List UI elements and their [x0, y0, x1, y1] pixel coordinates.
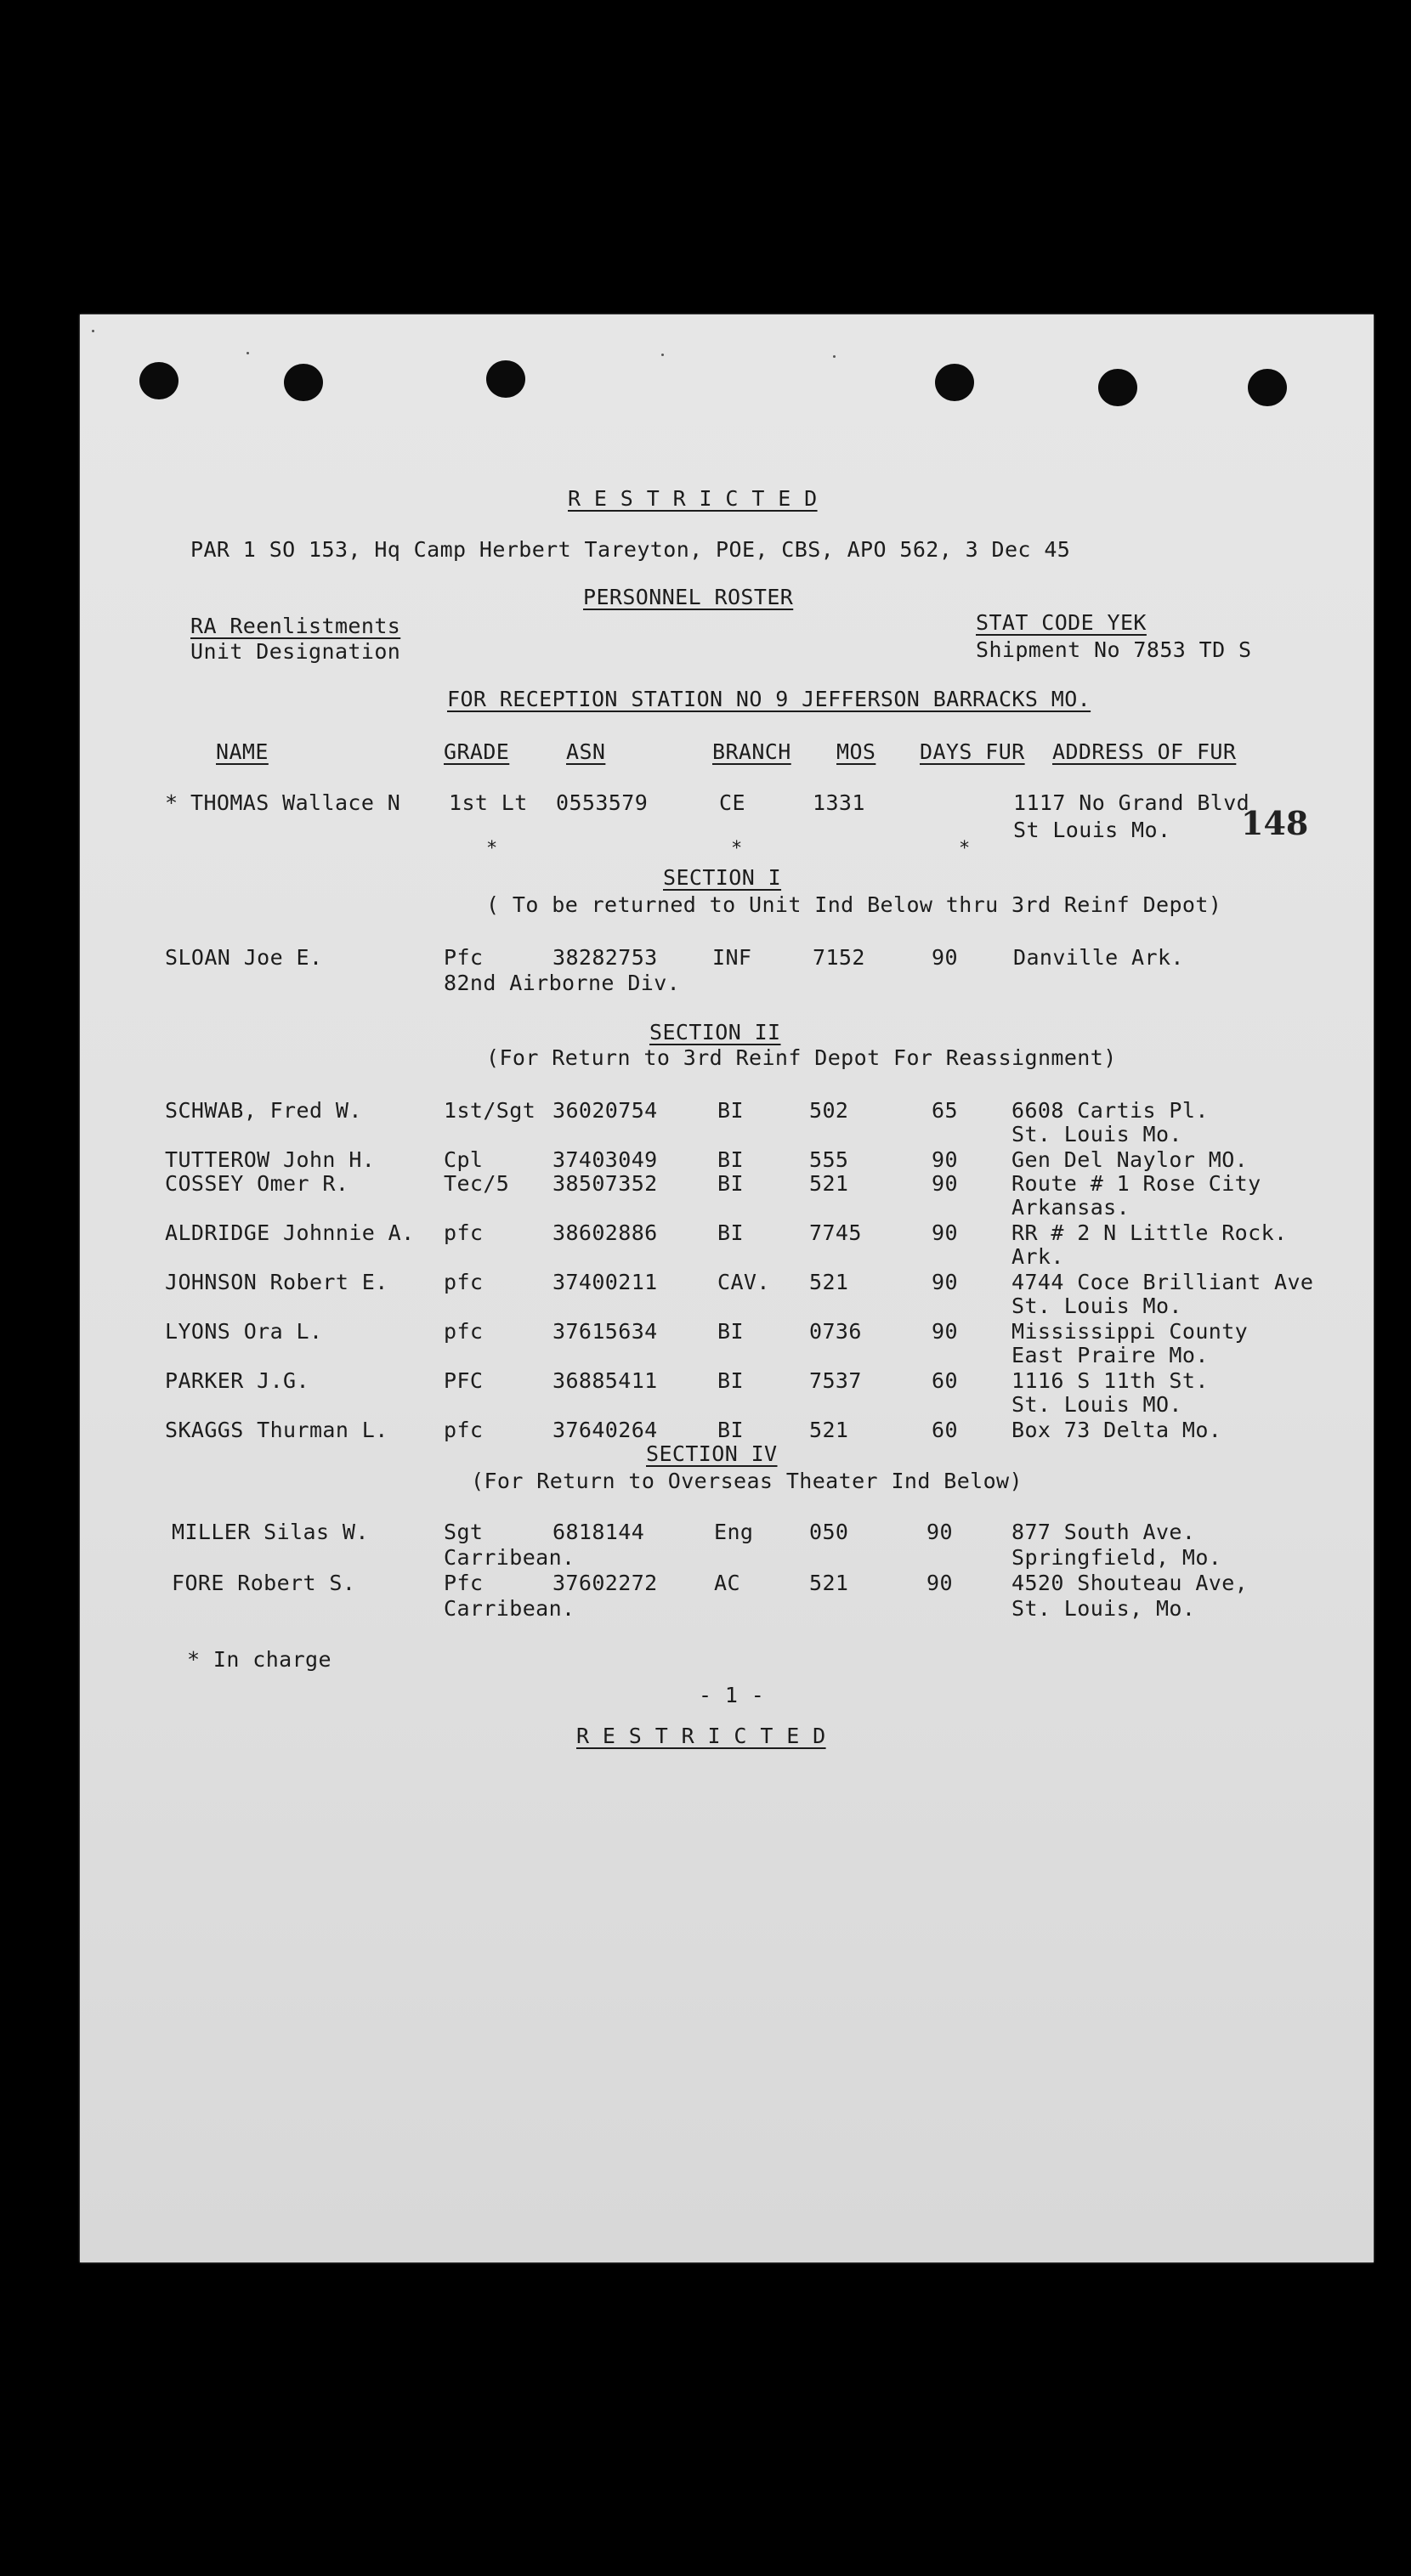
row-unit: 82nd Airborne Div.	[444, 971, 681, 995]
row-asn: 38282753	[552, 945, 658, 970]
row-mos: 502	[809, 1098, 849, 1123]
row-days: 65	[932, 1098, 958, 1123]
row-asn: 37400211	[552, 1270, 658, 1294]
stat-code: STAT CODE YEK	[976, 610, 1147, 635]
row-address-1: 6608 Cartis Pl.	[1012, 1098, 1209, 1123]
row-asn: 36885411	[552, 1368, 658, 1393]
restricted-footer: R E S T R I C T E D	[576, 1724, 826, 1748]
row-address-1: Box 73 Delta Mo.	[1012, 1418, 1222, 1442]
row-branch: CAV.	[717, 1270, 770, 1294]
row-address-1: 877 South Ave.	[1012, 1520, 1196, 1544]
asterisk-mark: *	[959, 838, 971, 859]
section-4-subtitle: (For Return to Overseas Theater Ind Below)	[471, 1469, 1023, 1493]
row-grade: Tec/5	[444, 1171, 510, 1196]
row-unit: Carribean.	[444, 1596, 575, 1621]
row-address-1: 4744 Coce Brilliant Ave	[1012, 1270, 1314, 1294]
row-address-2: St. Louis Mo.	[1012, 1122, 1182, 1146]
row-mos: 521	[809, 1270, 849, 1294]
section-2-subtitle: (For Return to 3rd Reinf Depot For Reassignment)	[486, 1045, 1117, 1070]
row-address-2: St. Louis Mo.	[1012, 1294, 1182, 1318]
row-grade: Pfc	[444, 945, 484, 970]
row-grade: 1st/Sgt	[444, 1098, 536, 1123]
section-2-title: SECTION II	[649, 1020, 781, 1045]
row-mos: 555	[809, 1147, 849, 1172]
restricted-heading: R E S T R I C T E D	[568, 486, 818, 511]
row-mos: 0736	[809, 1319, 862, 1344]
orders-line: PAR 1 SO 153, Hq Camp Herbert Tareyton, POE, CBS, APO 562, 3 Dec 45	[190, 537, 1071, 562]
row-name: FORE Robert S.	[172, 1571, 356, 1595]
roster-page	[80, 314, 1374, 2262]
row-grade: pfc	[444, 1418, 484, 1442]
row-address-1: 1116 S 11th St.	[1012, 1368, 1209, 1393]
row-address-2: Ark.	[1012, 1244, 1064, 1269]
column-header-name: NAME	[216, 739, 269, 764]
row-name: SCHWAB, Fred W.	[165, 1098, 362, 1123]
section-1-title: SECTION I	[663, 865, 782, 890]
row-name: LYONS Ora L.	[165, 1319, 323, 1344]
paper-fleck	[92, 330, 94, 332]
asterisk-mark: *	[731, 838, 743, 859]
row-address-2: Springfield, Mo.	[1012, 1545, 1222, 1570]
row-branch: Eng	[714, 1520, 754, 1544]
row-branch: BI	[717, 1171, 744, 1196]
row-address-1: Danville Ark.	[1013, 945, 1184, 970]
row-name: JOHNSON Robert E.	[165, 1270, 388, 1294]
row-days: 90	[932, 1171, 958, 1196]
column-header-days-fur: DAYS FUR	[920, 739, 1025, 764]
row-address-2: St. Louis, Mo.	[1012, 1596, 1196, 1621]
paper-fleck	[246, 352, 249, 354]
column-header-grade: GRADE	[444, 739, 510, 764]
row-branch: BI	[717, 1418, 744, 1442]
column-header-branch: BRANCH	[712, 739, 791, 764]
roster-title: PERSONNEL ROSTER	[583, 585, 794, 609]
officer-address-1: 1117 No Grand Blvd	[1013, 790, 1250, 815]
destination-line: FOR RECEPTION STATION NO 9 JEFFERSON BARRACKS MO.	[447, 687, 1091, 711]
asterisk-mark: *	[486, 838, 498, 859]
row-name: TUTTEROW John H.	[165, 1147, 376, 1172]
row-grade: Sgt	[444, 1520, 484, 1544]
row-asn: 6818144	[552, 1520, 645, 1544]
row-branch: BI	[717, 1098, 744, 1123]
row-name: MILLER Silas W.	[172, 1520, 369, 1544]
row-asn: 37640264	[552, 1418, 658, 1442]
page-number: - 1 -	[699, 1683, 765, 1707]
row-days: 60	[932, 1418, 958, 1442]
row-grade: pfc	[444, 1270, 484, 1294]
row-grade: PFC	[444, 1368, 484, 1393]
binder-hole	[486, 360, 525, 398]
row-days: 90	[932, 1147, 958, 1172]
binder-hole	[935, 364, 974, 401]
section-4-title: SECTION IV	[646, 1441, 778, 1466]
officer-grade: 1st Lt	[449, 790, 528, 815]
officer-branch: CE	[719, 790, 745, 815]
row-grade: Cpl	[444, 1147, 484, 1172]
row-days: 90	[932, 1270, 958, 1294]
row-mos: 521	[809, 1571, 849, 1595]
row-days: 90	[932, 945, 958, 970]
binder-hole	[139, 362, 178, 399]
row-asn: 38507352	[552, 1171, 658, 1196]
row-address-2: East Praire Mo.	[1012, 1343, 1209, 1367]
row-asn: 37602272	[552, 1571, 658, 1595]
row-name: SLOAN Joe E.	[165, 945, 323, 970]
row-mos: 050	[809, 1520, 849, 1544]
row-asn: 37403049	[552, 1147, 658, 1172]
row-mos: 521	[809, 1171, 849, 1196]
paper-fleck	[833, 355, 836, 358]
row-branch: BI	[717, 1368, 744, 1393]
row-branch: INF	[712, 945, 752, 970]
row-branch: BI	[717, 1220, 744, 1245]
officer-address-2: St Louis Mo.	[1013, 818, 1171, 842]
row-unit: Carribean.	[444, 1545, 575, 1570]
binder-hole	[1248, 369, 1287, 406]
in-charge-note: * In charge	[187, 1647, 332, 1672]
row-mos: 521	[809, 1418, 849, 1442]
row-name: PARKER J.G.	[165, 1368, 309, 1393]
row-name: COSSEY Omer R.	[165, 1171, 349, 1196]
row-days: 90	[926, 1520, 953, 1544]
row-address-1: Mississippi County	[1012, 1319, 1249, 1344]
row-address-2: St. Louis MO.	[1012, 1392, 1182, 1417]
binder-hole	[1098, 369, 1137, 406]
shipment-number: Shipment No 7853 TD S	[976, 637, 1252, 662]
row-asn: 38602886	[552, 1220, 658, 1245]
unit-line: RA Reenlistments	[190, 614, 401, 638]
column-header-mos: MOS	[836, 739, 876, 764]
row-address-2: Arkansas.	[1012, 1195, 1130, 1220]
paper-fleck	[661, 354, 664, 356]
officer-mos: 1331	[813, 790, 865, 815]
row-asn: 37615634	[552, 1319, 658, 1344]
officer-name: THOMAS Wallace N	[190, 790, 401, 815]
unit-designation-label: Unit Designation	[190, 639, 401, 664]
column-header-address: ADDRESS OF FUR	[1052, 739, 1237, 764]
row-branch: BI	[717, 1147, 744, 1172]
row-days: 60	[932, 1368, 958, 1393]
column-header-asn: ASN	[566, 739, 606, 764]
row-days: 90	[926, 1571, 953, 1595]
row-grade: pfc	[444, 1319, 484, 1344]
page-stamp-number: 148	[1241, 804, 1309, 842]
row-address-1: Gen Del Naylor MO.	[1012, 1147, 1249, 1172]
officer-asn: 0553579	[556, 790, 649, 815]
row-grade: Pfc	[444, 1571, 484, 1595]
row-address-1: RR # 2 N Little Rock.	[1012, 1220, 1288, 1245]
row-asn: 36020754	[552, 1098, 658, 1123]
in-charge-marker: *	[165, 790, 178, 815]
row-days: 90	[932, 1220, 958, 1245]
row-name: SKAGGS Thurman L.	[165, 1418, 388, 1442]
row-address-1: 4520 Shouteau Ave,	[1012, 1571, 1249, 1595]
row-name: ALDRIDGE Johnnie A.	[165, 1220, 415, 1245]
row-days: 90	[932, 1319, 958, 1344]
section-1-subtitle: ( To be returned to Unit Ind Below thru 3rd Reinf Depot)	[486, 892, 1222, 917]
row-mos: 7152	[813, 945, 865, 970]
row-grade: pfc	[444, 1220, 484, 1245]
row-branch: BI	[717, 1319, 744, 1344]
row-address-1: Route # 1 Rose City	[1012, 1171, 1261, 1196]
row-branch: AC	[714, 1571, 740, 1595]
row-mos: 7745	[809, 1220, 862, 1245]
row-mos: 7537	[809, 1368, 862, 1393]
binder-hole	[284, 364, 323, 401]
